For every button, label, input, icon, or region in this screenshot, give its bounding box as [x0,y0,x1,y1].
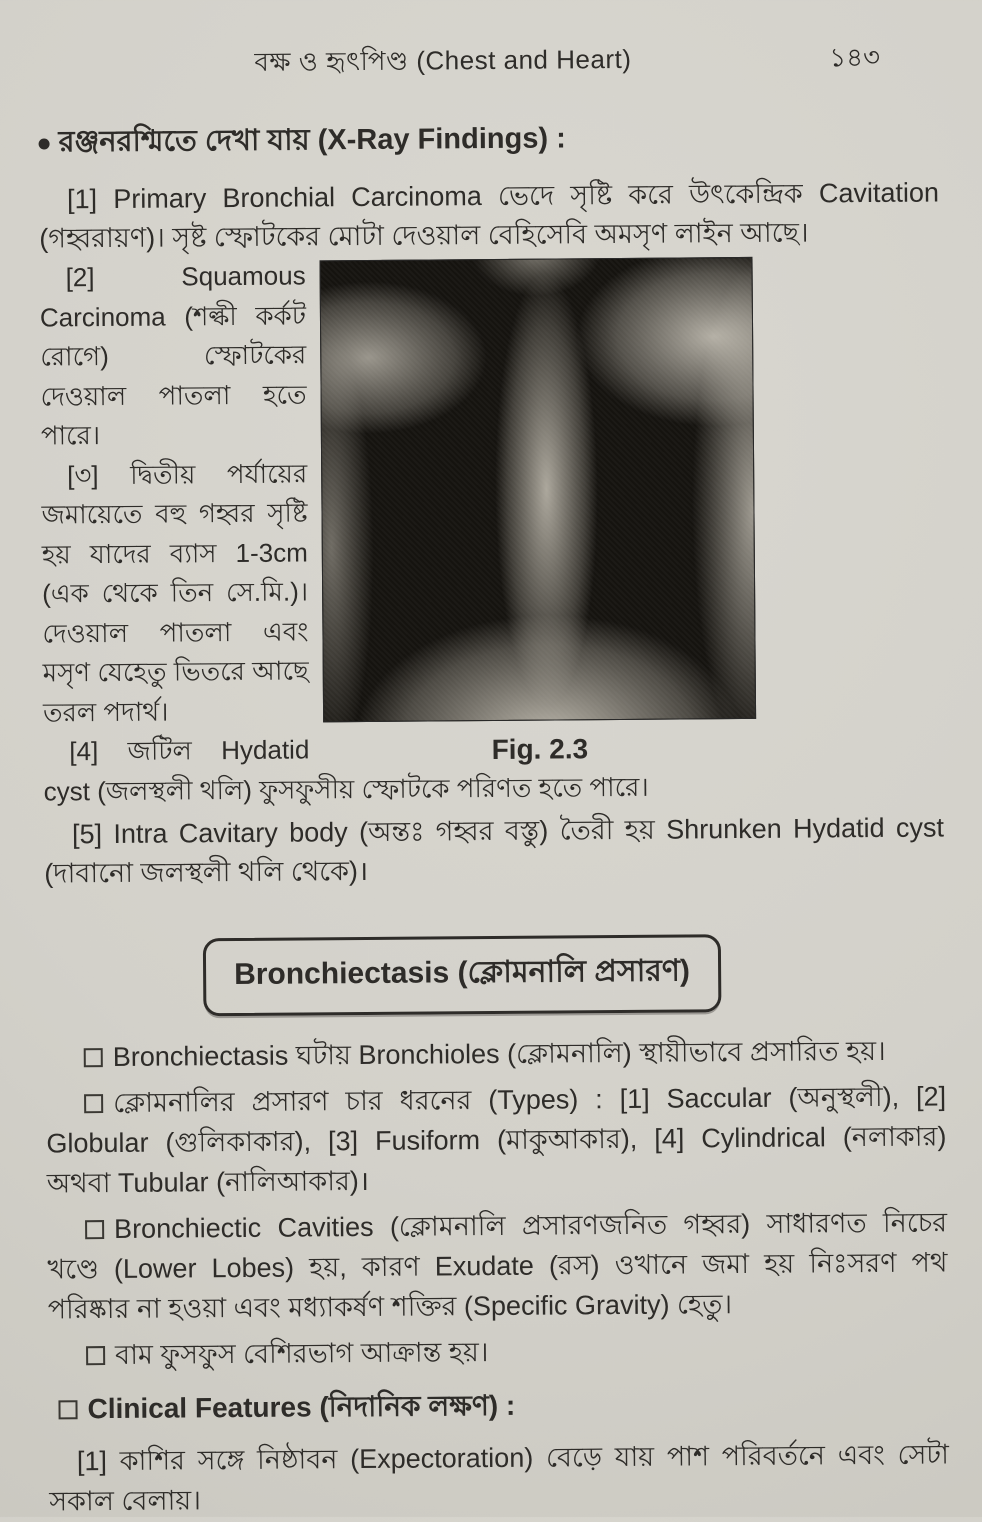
xray-findings-heading-text: রঞ্জনরশ্মিতে দেখা যায় (X-Ray Findings) : [58,122,566,159]
bullet-dot-icon [39,138,50,149]
bullet-text: Bronchiectic Cavities (ক্লোমনালি প্রসারণজনিত গহ্বর) সাধারণত নিচের খণ্ডে (Lower Lobes) হয়, কারণ Exudate (রস) ওখানে জমা হয় নিঃসরণ পথ পরিষ্কার না হওয়া এবং মধ্যাকর্ষণ শক্তির (Specific Gravity) হেতু। [47,1207,948,1325]
bullet-text: বাম ফুসফুস বেশিরভাগ আক্রান্ত হয়। [114,1337,489,1370]
bullet-text: ক্লোমনালির প্রসারণ চার ধরনের (Types) : [1] Saccular (অনুস্থলী), [2] Globular (গুলিকাকার), [3] Fusiform (মাকুআকার), [4] Cylindrical (নলাকার) অথবা Tubular (নালিআকার)। [46,1081,947,1199]
checkbox-bullet-icon [85,1220,104,1239]
bullet-item [46,1030,946,1077]
figure-2-3 [320,257,757,767]
bronchiectasis-section-heading: Bronchiectasis (ক্লোমনালি প্রসারণ) [203,934,721,1016]
bullet-item [47,1202,948,1329]
checkbox-bullet-icon [86,1346,105,1365]
xray-item-4: [4] জটিল Hydatid cyst (জলস্থলী থলি) ফুসফুসীয় স্ফোটকে পরিণত হতে পারে। [43,734,649,807]
clinical-item-1: [1] কাশির সঙ্গে নিষ্ঠাবন (Expectoration) বেড়ে যায় পাশ পরিবর্তনে এবং সেটা সকাল বেলায়। [49,1439,950,1517]
page-title: বক্ষ ও হৃৎপিণ্ড (Chest and Heart) [254,43,632,77]
bullet-item [46,1076,947,1203]
bronchiectasis-bullets [46,1030,950,1521]
clinical-features-heading [48,1382,948,1429]
checkbox-bullet-icon [84,1094,103,1113]
bullet-item [48,1328,948,1375]
figure-caption: Fig. 2.3 [491,733,589,765]
xray-item-2: [2] Squamous Carcinoma (শল্কী কর্কট রোগে) স্ফোটকের দেওয়াল পাতলা হতে পারে। [39,260,307,451]
xray-item-5: [5] Intra Cavitary body (অন্তঃ গহ্বর বস্তু) তৈরী হয় Shrunken Hydatid cyst (দাবানো জলস্থলী থলি থেকে)। [44,812,945,889]
figure-text-wrap [39,251,943,811]
bullet-text: Bronchiectasis ঘটায় Bronchioles (ক্লোমনালি) স্থায়ীভাবে প্রসারিত হয়। [112,1035,886,1072]
xray-item-3: [৩] দ্বিতীয় পর্যায়ের জমায়েতে বহু গহ্বর সৃষ্টি হয় যাদের ব্যাস 1-3cm (এক থেকে তিন সে.মি.)। দেওয়াল পাতলা এবং মসৃণ যেহেতু ভিতরে আছে তরল পদার্থ। [41,457,309,728]
chest-xray-image [320,257,757,722]
xray-findings-heading [38,112,938,168]
clinical-features-heading-text: Clinical Features (নিদানিক লক্ষণ) : [87,1389,516,1425]
xray-item-1: [1] Primary Bronchial Carcinoma ভেদে সৃষ্টি করে উৎকেন্দ্রিক Cavitation (গহ্বরায়ণ)। সৃষ্ট স্ফোটকের মোটা দেওয়াল বেহিসেবি অমসৃণ লাইন আছে। [39,177,940,254]
page-number: ১৪৩ [829,41,881,73]
checkbox-bullet-icon [58,1400,77,1419]
page-header [38,36,938,79]
checkbox-bullet-icon [84,1048,103,1067]
